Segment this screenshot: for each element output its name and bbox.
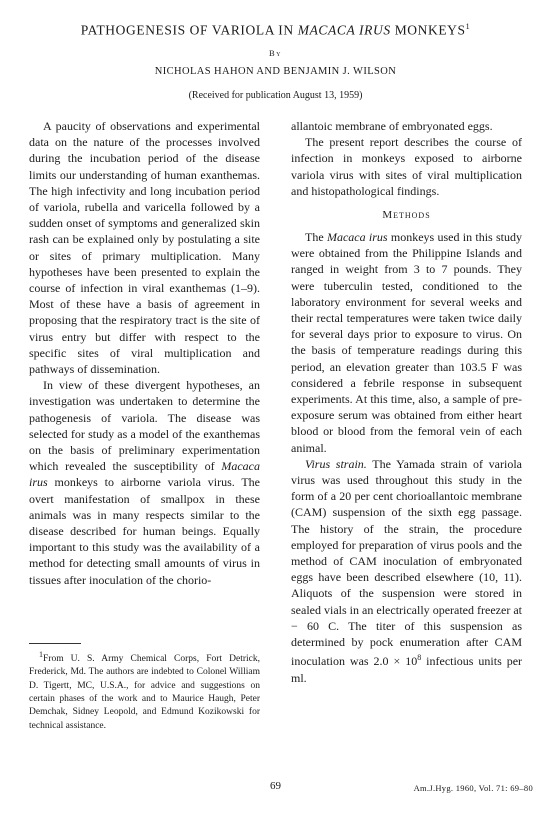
footnote-divider	[29, 643, 81, 644]
paragraph-monkeys: The Macaca irus monkeys used in this study were obtained from the Philippine Islands and ranged in weight from 3 to 7 pounds. They were tuberculin tested, conditioned to the laboratory environment for several weeks and their rectal temperatures were taken twice daily for several days prior to exposure to virus. On the basis of temperature readings during this period, an elevation greater than 103.5 F was considered a febrile response in subsequent experiments. At this time, also, a sample of pre-exposure serum was obtained from either heart blood or blood from the femoral vein of each animal.	[291, 230, 523, 455]
article-title: PATHOGENESIS OF VARIOLA IN MACACA IRUS MONKEYS$^1$	[80, 22, 471, 38]
page-number: 69	[270, 780, 281, 792]
footnote: $^1$From U. S. Army Chemical Corps, Fort Detrick, Frederick, Md. The authors are indebted to Colonel William D. Tigertt, MC, U.S.A., for advice and suggestions on certain phases of the work and to Maurice Haugh, Peter Demchak, Sidney Leopold, and Edmund Kozikowski for technical assistance.	[29, 650, 260, 731]
paragraph-continuation: allantoic membrane of embryonated eggs.	[291, 119, 493, 133]
right-column	[291, 118, 522, 686]
received-date: (Received for publication August 13, 1959)	[188, 90, 363, 101]
paragraph-report-scope: The present report describes the course of infection in monkeys exposed to airborne variola virus with sites of viral multiplication and histopathological findings.	[291, 135, 522, 198]
left-column	[29, 118, 260, 588]
paragraph-hypotheses: In view of these divergent hypotheses, an investigation was undertaken to determine the pathogenesis of variola. The disease was selected for study as a model of the exanthemas on the basis of preliminary experimentation which revealed the susceptibility of Macaca irus monkeys to airborne variola virus. The overt manifestation of smallpox in these animals was in many respects similar to the disease described for human beings. Equally important to this study was the availability of a method for detecting small amounts of virus in tissues after inoculation of the chorio-	[29, 378, 261, 587]
paragraph-virus-strain: Virus strain. The Yamada strain of variola virus was used throughout this study in the form of a 20 per cent chorioallantoic membrane (CAM) suspension of the sixth egg passage. The history of the strain, the procedure employed for preparation of virus pools and the method of CAM inoculation of embryonated eggs have been described elsewhere (10, 11). Aliquots of the suspension were stored in sealed vials in an electrically operated freezer at − 60 C. The titer of this suspension as determined by pock enumeration after CAM inoculation was $2.0 \times 10^8$ infectious units per ml.	[291, 456, 523, 685]
authors: NICHOLAS HAHON AND BENJAMIN J. WILSON	[154, 66, 397, 77]
journal-citation: Am.J.Hyg. 1960, Vol. 71: 69–80	[413, 783, 533, 793]
paragraph-intro: A paucity of observations and experimental data on the nature of the processes involved during the incubation period of the disease limits our understanding of human exanthemas. The high infectivity and long incubation period of variola, rubella and varicella followed by a sudden onset of symptoms and generalized skin rash can be explained only by postulating a site or sites of primary multiplication. Many hypotheses have been presented to explain the course of infection in viral exanthemas (1–9). Most of these have a basis of agreement in proposing that the respiratory tract is the site of virus entry but differ with respect to the specific sites of viral multiplication and pathways of dissemination.	[29, 119, 260, 377]
byline: By	[268, 48, 282, 58]
title-footnote-mark: 1	[465, 22, 471, 31]
section-heading-methods: Methods	[382, 209, 431, 222]
